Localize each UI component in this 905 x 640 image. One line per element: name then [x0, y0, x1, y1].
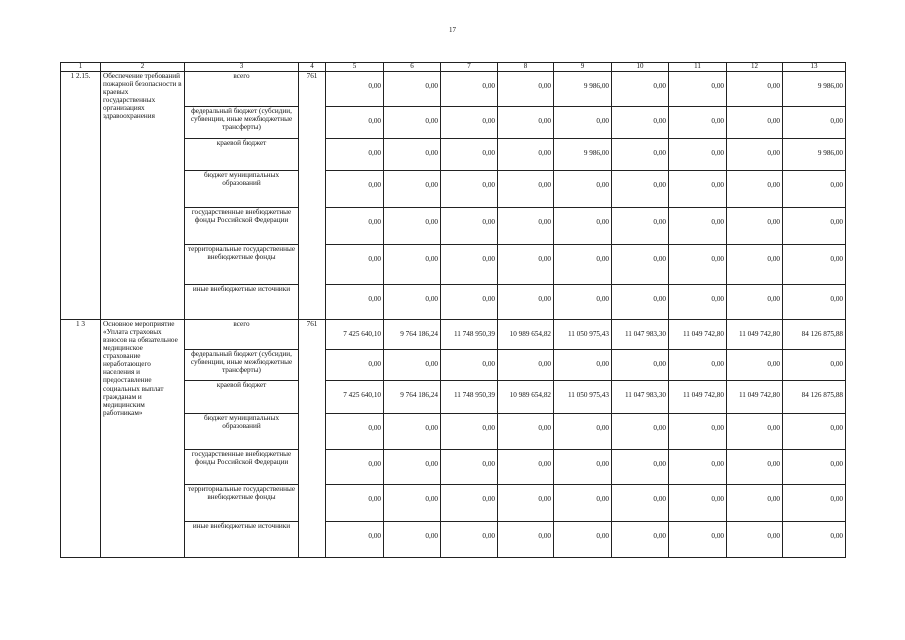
value-cell: 0,00: [441, 208, 498, 245]
budget-table: [60, 62, 846, 558]
funding-source: федеральный бюджет (субсидии, субвенции, иные межбюджетные трансферты): [185, 350, 299, 381]
section-code: 1 3: [61, 320, 101, 558]
value-cell: 0,00: [326, 171, 384, 208]
value-cell: 0,00: [612, 139, 669, 171]
section-name: Обеспечение требований пожарной безопасности в краевых государственных организациях здравоохранения: [101, 72, 185, 320]
value-cell: 0,00: [554, 450, 612, 485]
value-cell: 0,00: [727, 450, 783, 485]
value-cell: 0,00: [384, 107, 441, 139]
value-cell: 84 126 875,88: [783, 381, 846, 414]
value-cell: 0,00: [498, 171, 554, 208]
funding-source: бюджет муниципальных образований: [185, 414, 299, 450]
header-cell: 6: [384, 63, 441, 72]
page-number: 17: [449, 26, 456, 34]
value-cell: 0,00: [384, 208, 441, 245]
value-cell: 0,00: [669, 208, 727, 245]
funding-source: иные внебюджетные источники: [185, 285, 299, 320]
value-cell: 0,00: [441, 350, 498, 381]
value-cell: 0,00: [326, 350, 384, 381]
value-cell: 0,00: [727, 414, 783, 450]
header-cell: 13: [783, 63, 846, 72]
value-cell: 0,00: [612, 107, 669, 139]
table-row: [61, 320, 846, 350]
value-cell: 9 764 186,24: [384, 381, 441, 414]
value-cell: 0,00: [669, 139, 727, 171]
value-cell: 0,00: [669, 485, 727, 522]
funding-source: федеральный бюджет (субсидии, субвенции, иные межбюджетные трансферты): [185, 107, 299, 139]
value-cell: 0,00: [498, 522, 554, 558]
value-cell: 0,00: [498, 245, 554, 285]
value-cell: 0,00: [554, 285, 612, 320]
value-cell: 11 047 983,30: [612, 381, 669, 414]
value-cell: 0,00: [612, 171, 669, 208]
value-cell: 9 986,00: [783, 139, 846, 171]
value-cell: 0,00: [498, 72, 554, 107]
table-row: [61, 72, 846, 107]
value-cell: 84 126 875,88: [783, 320, 846, 350]
funding-source: краевой бюджет: [185, 139, 299, 171]
value-cell: 11 050 975,43: [554, 320, 612, 350]
value-cell: 0,00: [384, 414, 441, 450]
value-cell: 0,00: [669, 72, 727, 107]
funding-source: краевой бюджет: [185, 381, 299, 414]
value-cell: 11 049 742,80: [669, 381, 727, 414]
funding-source: государственные внебюджетные фонды Российской Федерации: [185, 450, 299, 485]
funding-source: бюджет муниципальных образований: [185, 171, 299, 208]
value-cell: 0,00: [441, 522, 498, 558]
value-cell: 10 989 654,82: [498, 381, 554, 414]
value-cell: 0,00: [612, 72, 669, 107]
value-cell: 0,00: [441, 414, 498, 450]
value-cell: 0,00: [612, 208, 669, 245]
value-cell: 0,00: [441, 450, 498, 485]
value-cell: 0,00: [384, 450, 441, 485]
section-code: 1 2.15.: [61, 72, 101, 320]
value-cell: 7 425 640,10: [326, 381, 384, 414]
header-cell: 8: [498, 63, 554, 72]
value-cell: 9 986,00: [554, 139, 612, 171]
value-cell: 0,00: [669, 522, 727, 558]
value-cell: 0,00: [326, 522, 384, 558]
value-cell: 0,00: [554, 350, 612, 381]
value-cell: 10 989 654,82: [498, 320, 554, 350]
value-cell: 0,00: [498, 450, 554, 485]
value-cell: 0,00: [783, 485, 846, 522]
value-cell: 0,00: [441, 107, 498, 139]
value-cell: 0,00: [554, 208, 612, 245]
header-cell: 5: [326, 63, 384, 72]
value-cell: 0,00: [326, 139, 384, 171]
value-cell: 0,00: [554, 485, 612, 522]
value-cell: 0,00: [727, 245, 783, 285]
value-cell: 11 049 742,80: [727, 320, 783, 350]
value-cell: 0,00: [669, 450, 727, 485]
value-cell: 0,00: [727, 171, 783, 208]
value-cell: 9 986,00: [783, 72, 846, 107]
value-cell: 0,00: [783, 208, 846, 245]
value-cell: 0,00: [326, 414, 384, 450]
value-cell: 0,00: [554, 522, 612, 558]
value-cell: 0,00: [498, 107, 554, 139]
value-cell: 0,00: [727, 350, 783, 381]
value-cell: 0,00: [384, 350, 441, 381]
value-cell: 0,00: [554, 171, 612, 208]
value-cell: 0,00: [727, 522, 783, 558]
value-cell: 0,00: [612, 485, 669, 522]
value-cell: 0,00: [441, 139, 498, 171]
header-cell: 4: [299, 63, 326, 72]
value-cell: 9 764 186,24: [384, 320, 441, 350]
section-name: Основное мероприятие «Уплата страховых взносов на обязательное медицинское страхование неработающего населения и предоставление социальных выплат гражданам и медицинским работникам»: [101, 320, 185, 558]
value-cell: 0,00: [669, 414, 727, 450]
funding-source: территориальные государственные внебюджетные фонды: [185, 485, 299, 522]
value-cell: 7 425 640,10: [326, 320, 384, 350]
value-cell: 0,00: [783, 522, 846, 558]
value-cell: 0,00: [498, 139, 554, 171]
value-cell: 0,00: [326, 285, 384, 320]
value-cell: 0,00: [727, 107, 783, 139]
value-cell: 0,00: [612, 450, 669, 485]
value-cell: 9 986,00: [554, 72, 612, 107]
value-cell: 0,00: [669, 350, 727, 381]
value-cell: 0,00: [783, 171, 846, 208]
header-cell: 9: [554, 63, 612, 72]
value-cell: 0,00: [498, 285, 554, 320]
header-cell: 11: [669, 63, 727, 72]
value-cell: 0,00: [554, 414, 612, 450]
value-cell: 0,00: [612, 285, 669, 320]
value-cell: 11 050 975,43: [554, 381, 612, 414]
header-cell: 1: [61, 63, 101, 72]
value-cell: 0,00: [783, 107, 846, 139]
header-cell: 3: [185, 63, 299, 72]
header-cell: 12: [727, 63, 783, 72]
value-cell: 0,00: [727, 72, 783, 107]
value-cell: 0,00: [612, 522, 669, 558]
value-cell: 0,00: [783, 285, 846, 320]
value-cell: 0,00: [384, 171, 441, 208]
value-cell: 11 049 742,80: [669, 320, 727, 350]
value-cell: 0,00: [441, 485, 498, 522]
value-cell: 0,00: [498, 414, 554, 450]
value-cell: 0,00: [441, 285, 498, 320]
value-cell: 0,00: [326, 245, 384, 285]
header-cell: 7: [441, 63, 498, 72]
value-cell: 0,00: [384, 522, 441, 558]
value-cell: 0,00: [326, 107, 384, 139]
value-cell: 0,00: [612, 414, 669, 450]
value-cell: 0,00: [498, 350, 554, 381]
value-cell: 0,00: [727, 208, 783, 245]
value-cell: 0,00: [783, 350, 846, 381]
value-cell: 0,00: [612, 350, 669, 381]
funding-source: территориальные государственные внебюджетные фонды: [185, 245, 299, 285]
value-cell: 11 748 950,39: [441, 381, 498, 414]
value-cell: 0,00: [384, 72, 441, 107]
header-cell: 10: [612, 63, 669, 72]
value-cell: 0,00: [669, 107, 727, 139]
value-cell: 0,00: [326, 72, 384, 107]
value-cell: 0,00: [441, 245, 498, 285]
value-cell: 0,00: [612, 245, 669, 285]
value-cell: 0,00: [441, 171, 498, 208]
value-cell: 0,00: [669, 245, 727, 285]
value-cell: 0,00: [554, 245, 612, 285]
value-cell: 0,00: [326, 450, 384, 485]
funding-source: всего: [185, 320, 299, 350]
value-cell: 0,00: [498, 485, 554, 522]
value-cell: 0,00: [783, 245, 846, 285]
value-cell: 0,00: [384, 485, 441, 522]
value-cell: 0,00: [384, 245, 441, 285]
funding-source: государственные внебюджетные фонды Российской Федерации: [185, 208, 299, 245]
value-cell: 0,00: [498, 208, 554, 245]
grbs-code: 761: [299, 320, 326, 558]
value-cell: 11 047 983,30: [612, 320, 669, 350]
value-cell: 0,00: [384, 285, 441, 320]
value-cell: 11 049 742,80: [727, 381, 783, 414]
value-cell: 0,00: [783, 450, 846, 485]
value-cell: 0,00: [727, 139, 783, 171]
value-cell: 0,00: [384, 139, 441, 171]
value-cell: 0,00: [669, 285, 727, 320]
value-cell: 0,00: [441, 72, 498, 107]
funding-source: иные внебюджетные источники: [185, 522, 299, 558]
header-cell: 2: [101, 63, 185, 72]
value-cell: 11 748 950,39: [441, 320, 498, 350]
grbs-code: 761: [299, 72, 326, 320]
value-cell: 0,00: [326, 485, 384, 522]
value-cell: 0,00: [727, 285, 783, 320]
funding-source: всего: [185, 72, 299, 107]
value-cell: 0,00: [727, 485, 783, 522]
header-row: [61, 63, 846, 72]
value-cell: 0,00: [554, 107, 612, 139]
value-cell: 0,00: [326, 208, 384, 245]
table-body: [61, 63, 846, 558]
value-cell: 0,00: [669, 171, 727, 208]
value-cell: 0,00: [783, 414, 846, 450]
